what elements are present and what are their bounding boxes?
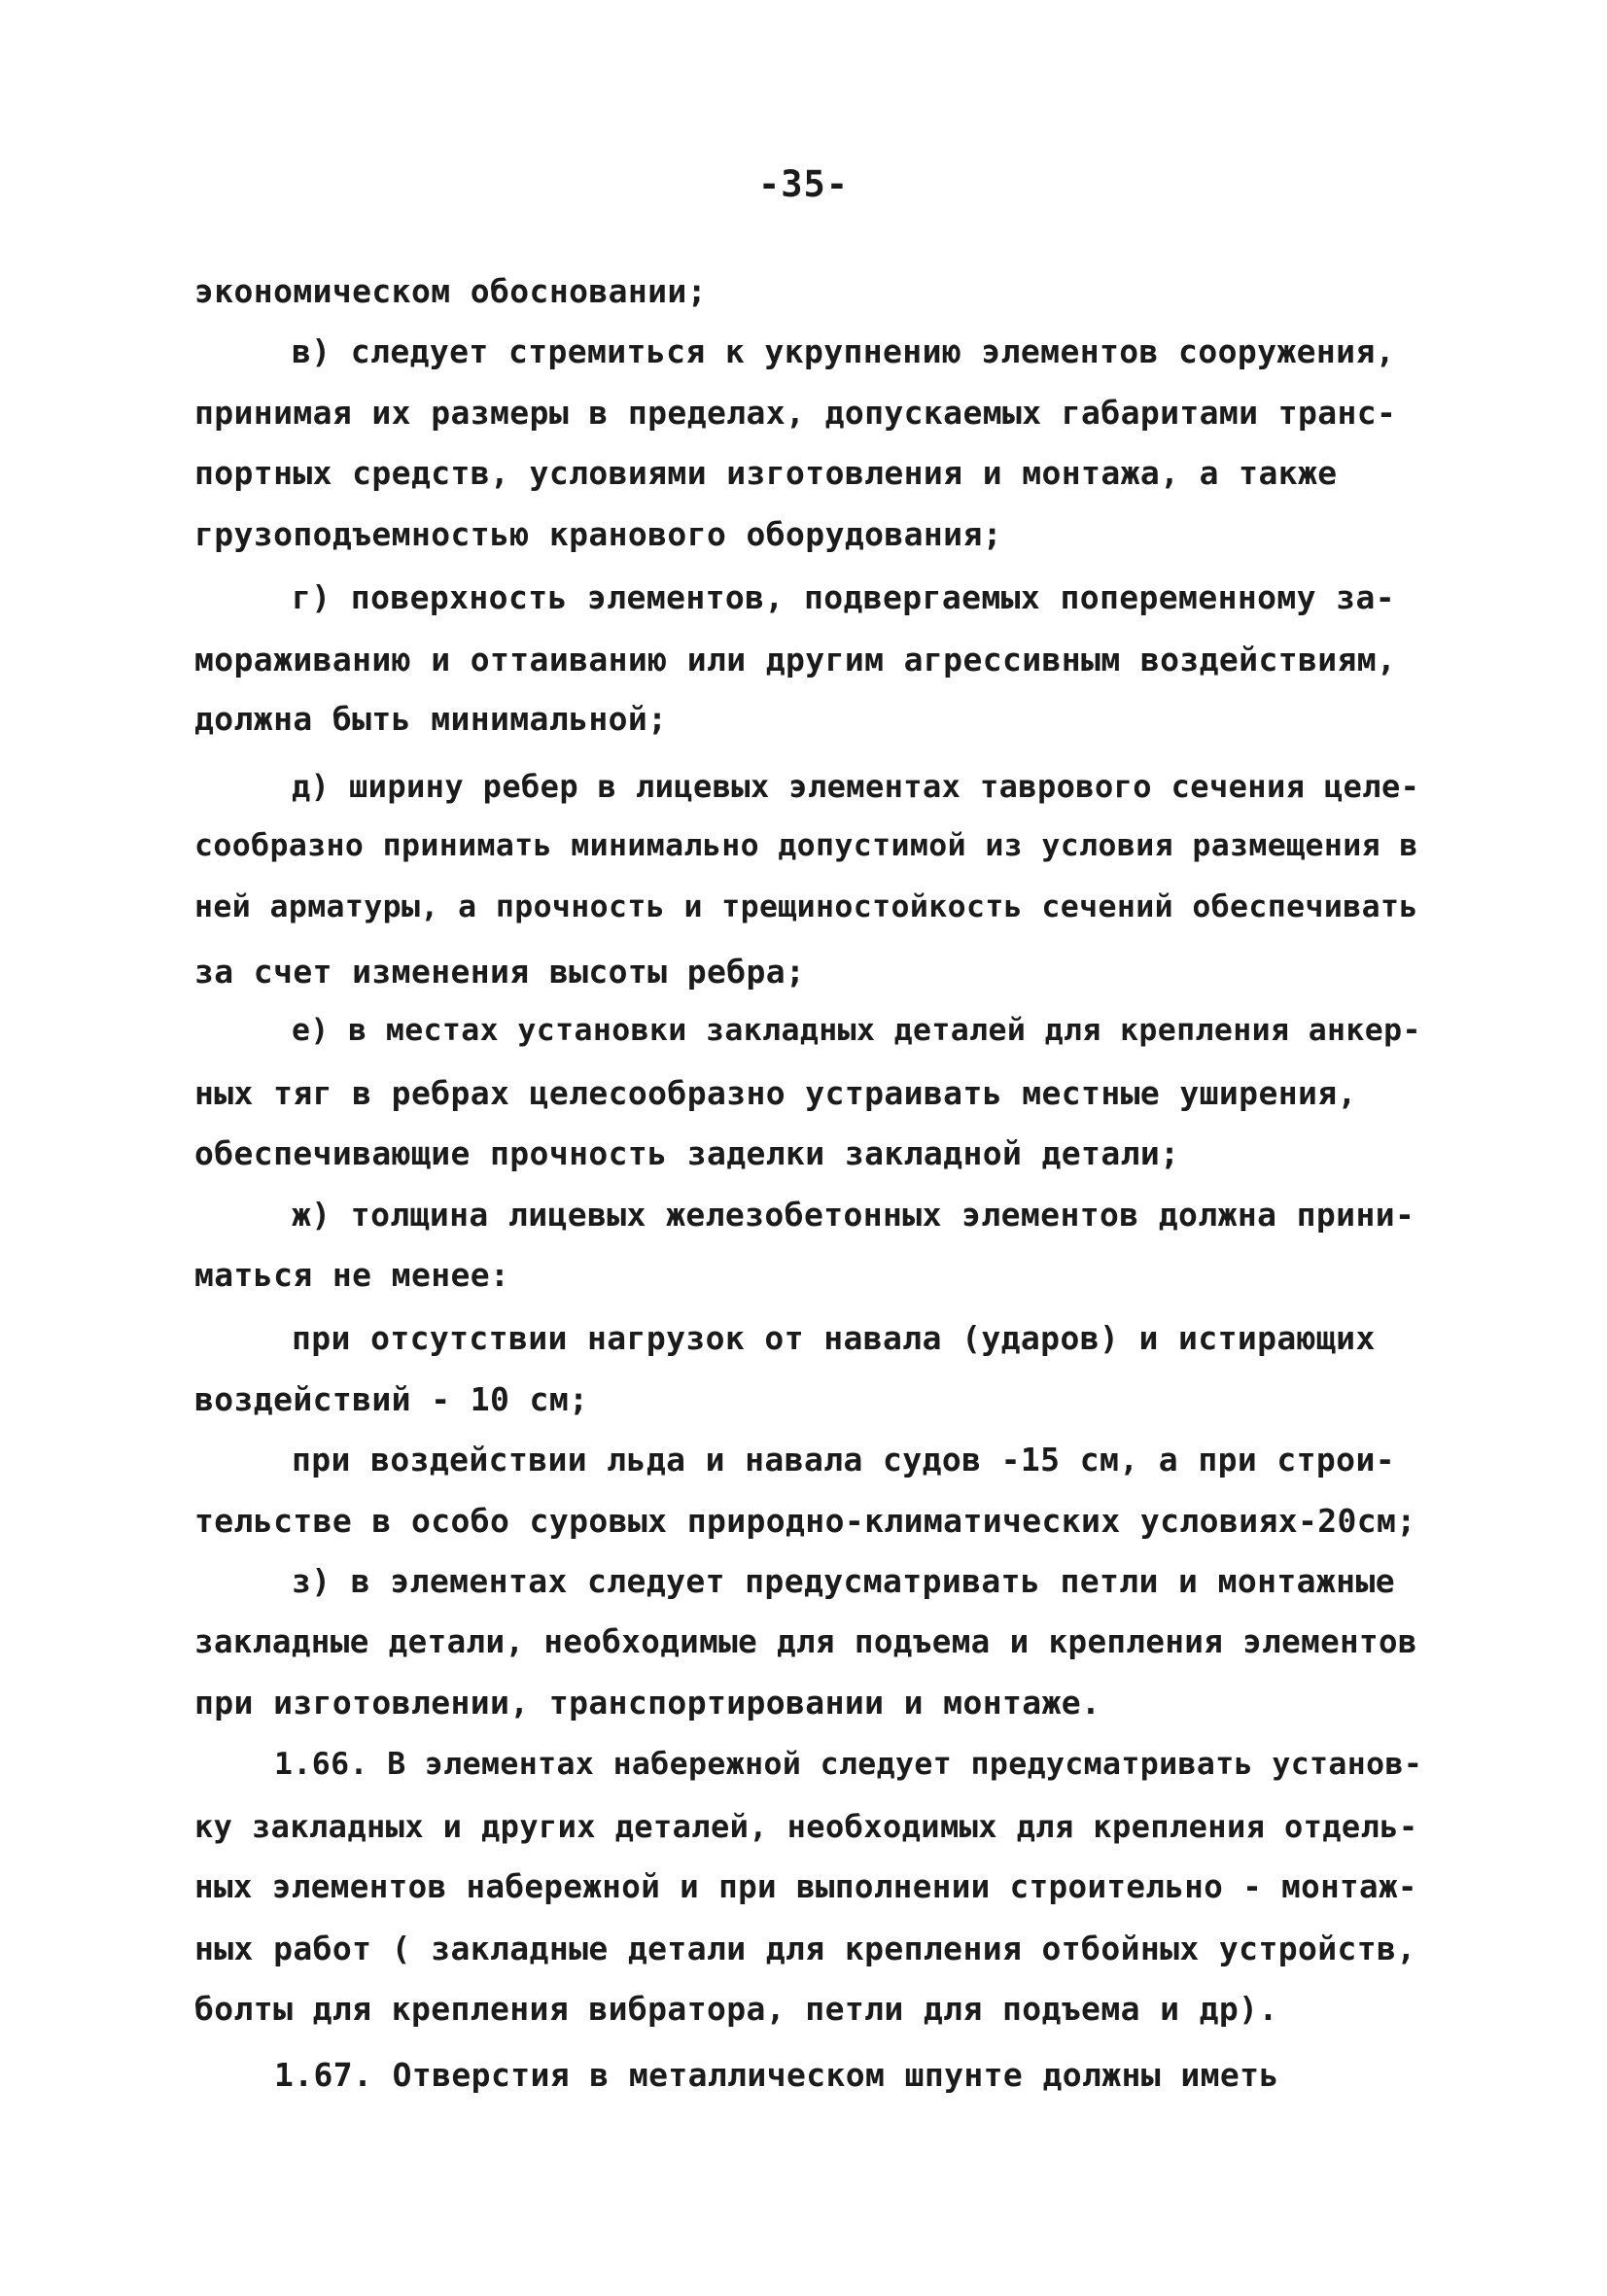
text-line: болты для крепления вибратора, петли для подъема и др). bbox=[194, 1990, 1278, 2028]
text-line: закладные детали, необходимые для подъема и крепления элементов bbox=[194, 1623, 1417, 1660]
text-line: при изготовлении, транспортировании и монтаже. bbox=[194, 1684, 1101, 1722]
text-line: д) ширину ребер в лицевых элементах таврового сечения целе- bbox=[292, 768, 1420, 805]
text-line: тельстве в особо суровых природно-климатических условиях-20см; bbox=[194, 1502, 1416, 1540]
text-line: ных работ ( закладные детали для крепления отбойных устройств, bbox=[194, 1930, 1416, 1967]
text-line: ж) толщина лицевых железобетонных элементов должна прини- bbox=[292, 1196, 1415, 1234]
text-line: мораживанию и оттаиванию или другим агрессивным воздействиям, bbox=[194, 641, 1397, 678]
text-line: обеспечивающие прочность заделки закладной детали; bbox=[194, 1134, 1180, 1172]
text-line: з) в элементах следует предусматривать петли и монтажные bbox=[292, 1562, 1395, 1600]
text-line: принимая их размеры в пределах, допускаемых габаритами транс- bbox=[194, 394, 1397, 432]
text-line: при отсутствии нагрузок от навала (ударов) и истирающих bbox=[292, 1319, 1376, 1357]
text-line: грузоподъемностью кранового оборудования; bbox=[194, 515, 1002, 553]
text-line: в) следует стремиться к укрупнению элементов сооружения, bbox=[292, 332, 1395, 370]
text-line: сообразно принимать минимально допустимой из условия размещения в bbox=[194, 828, 1418, 863]
text-line: за счет изменения высоты ребра; bbox=[194, 953, 806, 991]
text-line: воздействий - 10 см; bbox=[194, 1380, 589, 1418]
text-line: маться не менее: bbox=[194, 1256, 510, 1294]
text-line: ных тяг в ребрах целесообразно устраивать местные уширения, bbox=[194, 1074, 1357, 1112]
text-line: 1.67. Отверстия в металлическом шпунте должны иметь bbox=[274, 2056, 1279, 2094]
text-line: ку закладных и других деталей, необходимых для крепления отдель- bbox=[194, 1808, 1418, 1845]
text-line: при воздействии льда и навала судов -15 см, а при строи- bbox=[292, 1441, 1395, 1478]
text-line: 1.66. В элементах набережной следует предусматривать установ- bbox=[274, 1747, 1423, 1782]
text-line: должна быть минимальной; bbox=[194, 700, 668, 738]
text-line: ней арматуры, а прочность и трещиностойкость сечений обеспечивать bbox=[194, 889, 1418, 924]
text-line: экономическом обосновании; bbox=[194, 272, 707, 310]
text-line: ных элементов набережной и при выполнении строительно - монтаж- bbox=[194, 1868, 1417, 1905]
text-line: г) поверхность элементов, подвергаемых попеременному за- bbox=[292, 578, 1395, 616]
text-line: портных средств, условиями изготовления и монтажа, а также bbox=[194, 454, 1338, 492]
page-number: -35- bbox=[757, 163, 850, 205]
text-line: е) в местах установки закладных деталей для крепления анкер- bbox=[292, 1013, 1421, 1048]
